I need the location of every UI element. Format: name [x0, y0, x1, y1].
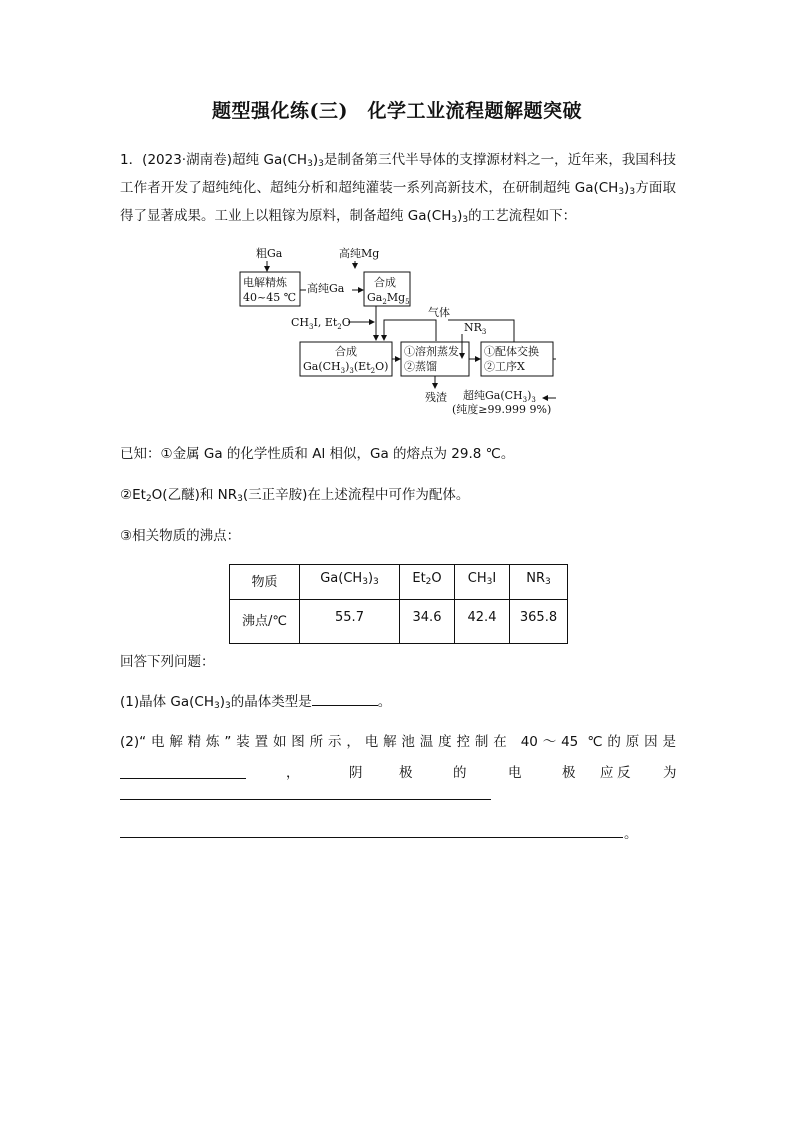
- table-header-cell: $Et_2O$: [400, 565, 455, 600]
- known-1: 已知：①金属 Ga 的化学性质和 Al 相似，Ga 的熔点为 29.8 ℃。: [120, 446, 515, 462]
- residue-label: 残渣: [425, 391, 447, 404]
- step-b-2: ②工序X: [484, 360, 525, 373]
- process-flow-diagram: [236, 240, 556, 420]
- product-label: 超纯$Ga(CH_3)_3$: [463, 389, 536, 404]
- high-purity-mg-label: 高纯Mg: [339, 247, 380, 260]
- table-header-cell: $NR_3$: [510, 565, 568, 600]
- high-purity-ga-label: 高纯Ga: [307, 282, 345, 295]
- known-2: $②Et_2O$(乙醚)和 $NR_3$(三正辛胺)在上述流程中可作为配体。: [120, 487, 470, 504]
- known-3: ③相关物质的沸点：: [120, 528, 241, 544]
- gas-label: 气体: [428, 306, 450, 319]
- table-header-row: [230, 565, 568, 600]
- etherate-formula: $Ga(CH_3)_3(Et_2O)$: [303, 360, 389, 375]
- step-b-1: ①配体交换: [484, 345, 539, 358]
- table-header-cell: $CH_3I$: [455, 565, 510, 600]
- table-cell: 42.4: [455, 600, 510, 644]
- table-row-label: 沸点/℃: [230, 600, 300, 644]
- sub-question-2-line2-tail: 应: [600, 765, 614, 781]
- table-header-cell: 物质: [230, 565, 300, 600]
- sub-question-2: (2)“电解精炼”装置如图所示，电解池温度控制在 40～45 ℃的原因是: [120, 734, 676, 750]
- table-header-cell: $Ga(CH_3)_3$: [300, 565, 400, 600]
- electro-refining-label: 电解精炼: [243, 276, 287, 289]
- answer-line-1[interactable]: [120, 799, 491, 800]
- sub-question-2-line2: ， 阴 极 的 电 极 反: [120, 759, 676, 787]
- table-row: [230, 600, 568, 644]
- answer-prompt: 回答下列问题：: [120, 654, 215, 670]
- sub-question-2-end: 。: [624, 826, 638, 842]
- question-1-stem: 1．(2023·湖南卷)超纯 $Ga(CH_3)_3$是制备第三代半导体的支撑源材料之一，近年来，我国科技工作者开发了超纯纯化、超纯分析和超纯灌装一系列高新技术，在研制超纯 $Ga(CH_3)_3$方面取得了显著成果。工业上以粗镓为原料，制备超纯 $Ga(CH_3)_3$的工艺流程如下：: [120, 152, 677, 225]
- page-title: 题型强化练(三) 化学工业流程题解题突破: [212, 100, 582, 122]
- table-cell: 365.8: [510, 600, 568, 644]
- table-cell: 55.7: [300, 600, 400, 644]
- step-a-2: ②蒸馏: [404, 360, 437, 373]
- answer-blank-2[interactable]: [120, 764, 246, 779]
- answer-blank-1[interactable]: [312, 691, 378, 706]
- ga2mg5-formula: $Ga_2Mg_5$: [367, 291, 410, 306]
- synthesis-label: 合成: [374, 276, 396, 289]
- product-purity: (纯度≥99.999 9%): [452, 403, 552, 416]
- step-a-1: ①溶剂蒸发: [404, 345, 459, 358]
- electro-refining-temp: 40~45 ℃: [243, 291, 297, 304]
- crude-ga-label: 粗Ga: [256, 247, 283, 260]
- boiling-point-table: [229, 564, 568, 644]
- reagents-label: $CH_3I$, $Et_2O$: [291, 316, 351, 331]
- sub-question-2-line2-end: 为: [663, 765, 677, 781]
- nr3-label: $NR_3$: [464, 321, 487, 336]
- answer-line-2[interactable]: [120, 837, 623, 838]
- table-cell: 34.6: [400, 600, 455, 644]
- sub-question-1: (1)晶体 $Ga(CH_3)_3$的晶体类型是 。: [120, 688, 676, 716]
- synthesis-2-label: 合成: [335, 345, 357, 358]
